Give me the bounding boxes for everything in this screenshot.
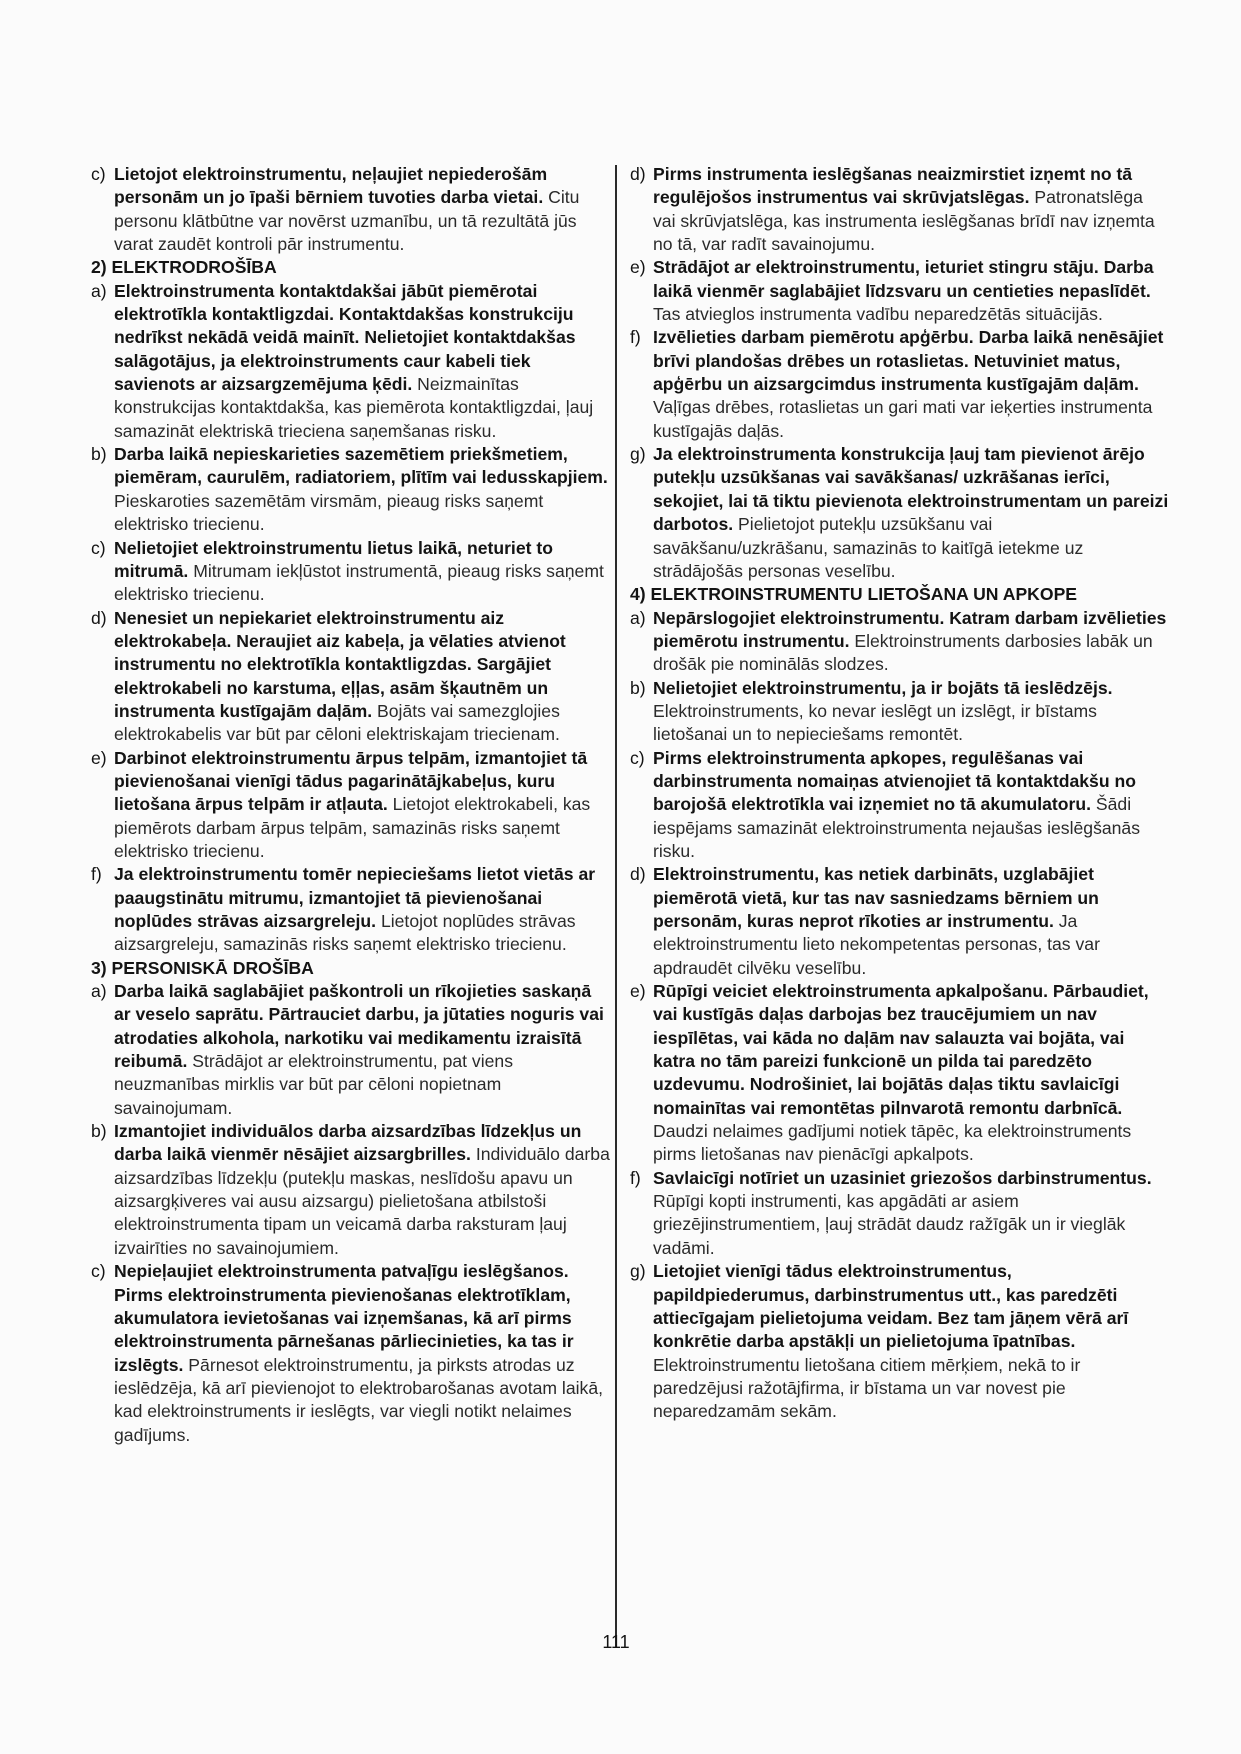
item-marker: c) [91,537,106,558]
safety-instruction-item [630,443,1170,583]
item-bold-text: Lietojiet vienīgi tādus elektroinstrumentus, papildpiederumus, darbinstrumentus utt., kas paredzēti attiecīgajam pielietojuma veidam. Bez tam jāņem vērā arī konkrētie darba apstākļi un pielietojuma īpatnības. [653,1261,1129,1352]
item-regular-text: Vaļīgas drēbes, rotaslietas un gari mati var ieķerties instrumenta kustīgajās daļās. [653,397,1153,441]
safety-instruction-item [91,163,611,256]
item-regular-text: Pārnesot elektroinstrumentu, ja pirksts atrodas uz ieslēdzēja, kā arī pievienojot to elektrobarošanas avotam laikā, kad elektroinstruments ir ieslēgts, var viegli notikt nelaimes gadījums. [114,1354,603,1445]
safety-instruction-item [630,1167,1170,1260]
page-number: 111 [602,1632,630,1652]
item-regular-text: Individuālo darba aizsardzības līdzekļu (putekļu maskas, neslīdošu apavu un aizsargķiveres vai ausu aizsargu) pielietošana atbilstoši elektroinstrumenta tipam un veicamā darba raksturam ļauj izvairīties no savainojumiem. [114,1144,610,1258]
item-marker: e) [630,981,646,1002]
item-bold-text: Darba laikā nepieskarieties sazemētiem priekšmetiem, piemēram, caurulēm, radiatoriem, plītīm vai ledusskapjiem. [114,444,608,488]
safety-instruction-item [91,1260,611,1447]
item-regular-text: Bojāts vai samezglojies elektrokabelis var būt par cēloni elektriskajam triecienam. [114,700,560,745]
item-regular-text: Elektroinstruments darbosies labāk un drošāk pie nominālās slodzes. [653,630,1153,675]
item-marker: b) [630,677,646,698]
item-bold-text: Izmantojiet individuālos darba aizsardzības līdzekļus un darba laikā vienmēr nēsājiet aizsargbrilles. [114,1121,582,1165]
item-bold-text: Nelietojiet elektroinstrumentu, ja ir bojāts tā ieslēdzējs. [653,677,1113,698]
safety-instruction-item [630,256,1170,326]
column-divider [615,165,617,1647]
item-bold-text: Darbinot elektroinstrumentu ārpus telpām, izmantojiet tā pievienošanai vienīgi tādus pagarinātājkabeļus, kuru lietošana ārpus telpām ir atļauta. [114,747,588,815]
safety-instruction-item [91,607,611,747]
item-regular-text: Lietojot elektrokabeli, kas piemērots darbam ārpus telpām, samazinās risks saņemt elektrisko triecienu. [114,794,591,861]
safety-instruction-item [630,980,1170,1167]
item-marker: a) [630,607,646,628]
item-regular-text: Citu personu klātbūtne var novērst uzmanību, un tā rezultātā jūs varat zaudēt kontroli pār instrumentu. [114,187,580,255]
item-marker: d) [630,864,646,885]
item-marker: e) [630,257,646,278]
item-marker: a) [91,280,107,301]
item-marker: f) [630,1167,641,1188]
safety-instruction-item [91,280,611,443]
item-marker: d) [91,607,107,628]
safety-instruction-item [91,747,611,864]
item-regular-text: Strādājot ar elektroinstrumentu, pat viens neuzmanības mirklis var būt par cēloni nopietnam savainojumam. [114,1051,513,1118]
item-bold-text: Ja elektroinstrumenta konstrukcija ļauj tam pievienot ārējo putekļu uzsūkšanas vai savākšanas/ uzkrāšanas ierīci, sekojiet, lai tā tiktu pievienota elektroinstrumentam un pareizi darbotos. [653,444,1169,535]
item-marker: g) [630,444,646,465]
item-marker: b) [91,444,107,465]
item-marker: c) [91,164,106,184]
item-bold-text: Nepārslogojiet elektroinstrumentu. Katram darbam izvēlieties piemērotu instrumentu. [653,607,1167,651]
safety-instruction-item [91,537,611,607]
item-bold-text: Elektroinstrumentu, kas netiek darbināts, uzglabājiet piemērotā vietā, kur tas nav sasniedzams bērniem un personām, kuras neprot rīkoties ar instrumentu. [653,864,1099,931]
item-marker: f) [91,864,102,885]
safety-instruction-item [630,677,1170,747]
item-bold-text: Nenesiet un nepiekariet elektroinstrumentu aiz elektrokabeļa. Neraujiet aiz kabeļa, ja vēlaties atvienot instrumentu no elektrotīkla kontaktligzdas. Sargājiet elektrokabeli no karstuma, eļļas, asām šķautnēm un instrumenta kustīgajām daļām. [114,607,566,721]
item-marker: d) [630,164,646,184]
safety-instruction-item [630,1260,1170,1423]
safety-instruction-item [91,1120,611,1260]
item-bold-text: Elektroinstrumenta kontaktdakšai jābūt piemērotai elektrotīkla kontaktligzdai. Kontaktdakšas konstrukciju nedrīkst nekādā veidā mainīt. Nelietojiet kontaktdakšas salāgotājus, ja elektroinstruments caur kabeli tiek savienots ar aizsargzemējuma ķēdi. [114,280,576,395]
item-marker: b) [91,1121,107,1142]
section-heading: 2) ELEKTRODROŠĪBA [91,257,277,278]
safety-instruction-item [91,443,611,536]
section-heading: 4) ELEKTROINSTRUMENTU LIETOŠANA UN APKOPE [630,584,1078,605]
safety-instruction-item [91,980,611,1120]
item-marker: e) [91,747,107,768]
safety-instruction-item [630,747,1170,864]
item-bold-text: Rūpīgi veiciet elektroinstrumenta apkalpošanu. Pārbaudiet, vai kustīgās daļas darbojas bez traucējumiem un nav iespīlētas, vai kāda no daļām nav salauzta vai bojāta, vai katra no tām pareizi funkcionē un pilda tai paredzēto uzdevumu. Nodrošiniet, lai bojātās daļas tiktu savlaicīgi nomainītas vai remontētas pilnvarotā remontu darbnīcā. [653,981,1149,1118]
safety-instruction-item [630,326,1170,443]
item-marker: f) [630,327,641,348]
item-regular-text: Mitrumam iekļūstot instrumentā, pieaug risks saņemt elektrisko triecienu. [114,560,604,605]
section-heading: 3) PERSONISKĀ DROŠĪBA [91,957,314,978]
item-regular-text: Pieskaroties sazemētām virsmām, pieaug risks saņemt elektrisko triecienu. [114,490,544,535]
item-marker: a) [91,981,107,1002]
safety-instruction-item [630,863,1170,980]
item-bold-text: Darba laikā saglabājiet paškontroli un rīkojieties saskaņā ar veselo saprātu. Pārtrauciet darbu, ja jūtaties noguris vai atrodaties alkohola, narkotiku vai medikamentu izraisītā reibumā. [114,981,604,1072]
item-regular-text: Ja elektroinstrumentu lieto nekompetentas personas, tas var apdraudēt cilvēku veselību. [653,911,1100,978]
item-bold-text: Pirms elektroinstrumenta apkopes, regulēšanas vai darbinstrumenta nomaiņas atvienojiet tā kontaktdakšu no barojošā elektrotīkla vai izņemiet no tā akumulatoru. [653,747,1136,815]
item-regular-text: Šādi iespējams samazināt elektroinstrumenta nejaušas ieslēgšanās risku. [653,794,1141,861]
item-marker: g) [630,1261,646,1282]
item-regular-text: Rūpīgi kopti instrumenti, kas apgādāti ar asiem griezējinstrumentiem, ļauj strādāt daudz ražīgāk un ir vieglāk vadāmi. [653,1191,1126,1258]
item-bold-text: Nelietojiet elektroinstrumentu lietus laikā, neturiet to mitrumā. [114,537,553,581]
item-regular-text: Elektroinstruments, ko nevar ieslēgt un izslēgt, ir bīstams lietošanai un to nepieciešams remontēt. [653,700,1097,745]
item-regular-text: Lietojot noplūdes strāvas aizsargreleju, samazinās risks saņemt elektrisko triecienu. [114,911,576,955]
item-bold-text: Lietojot elektroinstrumentu, neļaujiet nepiederošām personām un jo īpaši bērniem tuvoties darba vietai. [114,164,548,208]
item-bold-text: Savlaicīgi notīriet un uzasiniet griezošos darbinstrumentus. [653,1167,1152,1188]
right-text-column [630,163,1170,1424]
safety-instruction-item [630,163,1170,256]
item-regular-text: Pielietojot putekļu uzsūkšanu vai savākšanu/uzkrāšanu, samazinās to kaitīgā ietekme uz strādājošās personas veselību. [653,514,1084,581]
item-bold-text: Izvēlieties darbam piemērotu apģērbu. Darba laikā nenēsājiet brīvi plandošas drēbes un rotaslietas. Netuviniet matus, apģērbu un aizsargcimdus instrumenta kustīgajām daļām. [653,327,1164,395]
safety-instruction-item [91,863,611,956]
left-text-column [91,163,611,1447]
item-bold-text: Strādājot ar elektroinstrumentu, ieturiet stingru stāju. Darba laikā vienmēr saglabājiet līdzsvaru un centieties nepaslīdēt. [653,257,1154,301]
safety-instruction-item [630,607,1170,677]
item-regular-text: Tas atvieglos instrumenta vadību neparedzētās situācijās. [653,304,1103,325]
item-bold-text: Ja elektroinstrumentu tomēr nepieciešams lietot vietās ar paaugstinātu mitrumu, izmantojiet tā pievienošanai noplūdes strāvas aizsargreleju. [114,864,596,931]
item-regular-text: Daudzi nelaimes gadījumi notiek tāpēc, ka elektroinstruments pirms lietošanas nav pienācīgi apkalpots. [653,1121,1132,1165]
item-bold-text: Pirms instrumenta ieslēgšanas neaizmirstiet izņemt no tā regulējošos instrumentus vai skrūvjatslēgas. [653,164,1133,208]
item-marker: c) [630,747,645,768]
item-regular-text: Patronatslēga vai skrūvjatslēga, kas instrumenta ieslēgšanas brīdī nav izņemta no tā, var radīt savainojumu. [653,187,1155,255]
item-bold-text: Nepieļaujiet elektroinstrumenta patvaļīgu ieslēgšanos. Pirms elektroinstrumenta pievienošanas elektrotīklam, akumulatora ievietošanas vai izņemšanas, kā arī pirms elektroinstrumenta pārnešanas pārliecinieties, ka tas ir izslēgts. [114,1261,574,1375]
item-regular-text: Elektroinstrumentu lietošana citiem mērķiem, nekā to ir paredzējusi ražotājfirma, ir bīstama un var novest pie neparedzamām sekām. [653,1354,1081,1422]
item-regular-text: Neizmainītas konstrukcijas kontaktdakša, kas piemērota kontaktligzdai, ļauj samazināt elektriskā trieciena saņemšanas risku. [114,374,594,441]
item-marker: c) [91,1261,106,1282]
